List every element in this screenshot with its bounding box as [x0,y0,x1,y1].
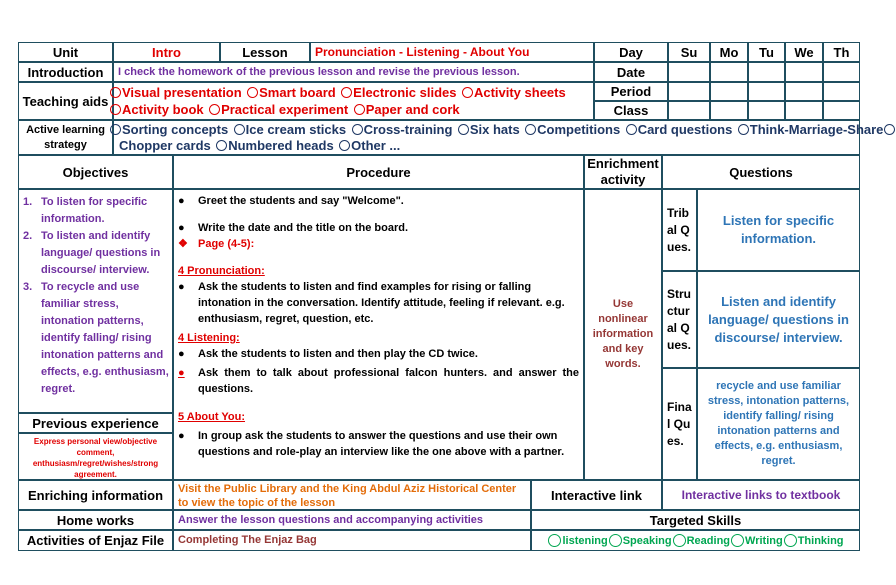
day-su: Su [668,42,710,62]
listening-heading: 4 Listening: [178,332,240,344]
objective-number: 2. [23,230,33,242]
lesson-title-text: Pronunciation - Listening - About You [315,45,530,59]
question-label-text: Tribal Ques. [667,205,692,254]
objective-number: 3. [23,281,33,293]
strategy-sorting-concepts: Sorting concepts [122,122,229,137]
aid-activity-sheets: Activity sheets [473,85,566,100]
enriching-info-text [173,480,531,510]
day-label: Day [594,42,668,62]
checkbox-icon[interactable] [626,124,637,135]
home-works-label: Home works [18,510,173,530]
checkbox-icon[interactable] [462,87,473,98]
questions-header: Questions [662,155,860,189]
question-text-final [697,368,860,480]
objectives-list [23,194,170,398]
checkbox-icon[interactable] [110,104,121,115]
active-learning-label-line-2: strategy [44,139,87,151]
bullet-icon: ● [178,367,185,379]
enrichment-header-line-1: Enrichment [587,156,659,171]
checkbox-icon[interactable] [731,534,744,547]
bullet-icon: ● [178,348,185,360]
checkbox-icon[interactable] [784,534,797,547]
objective-text: To listen for specific information. [41,196,148,225]
enrichment-text: Use nonlinear information and key words. [592,298,654,370]
enrichment-header [584,155,662,189]
date-cell-mo [710,62,748,82]
enrichment-header-line-2: activity [600,172,646,187]
checkbox-icon[interactable] [209,104,220,115]
objective-item [23,228,170,279]
period-cell-su [668,82,710,101]
checkbox-icon[interactable] [339,140,350,151]
enrichment-cell [584,189,662,480]
enriching-info-label: Enriching information [18,480,173,510]
bullet-icon: ● [178,222,185,234]
day-we: We [785,42,823,62]
introduction-label: Introduction [18,62,113,82]
strategy-cross-training: Cross-training [363,122,453,137]
active-learning-list [113,120,884,155]
procedure-about-you: In group ask the students to answer the questions and use their own questions and role-play an interview like the one above with a partner. [198,430,565,458]
checkbox-icon[interactable] [110,87,121,98]
procedure-step [178,365,579,397]
skill-reading: Reading [686,534,731,547]
checkbox-icon[interactable] [673,534,686,547]
strategy-card-questions: Card questions [637,122,733,137]
question-label-text: Final Ques. [667,399,692,448]
unit-label: Unit [18,42,113,62]
procedure-step [178,279,579,327]
aid-paper-and-cork: Paper and cork [365,102,460,117]
enjaz-text [173,530,531,551]
checkbox-icon[interactable] [609,534,622,547]
active-learning-label [18,120,113,155]
strategy-six-hats: Six hats [469,122,520,137]
checkbox-icon[interactable] [352,124,363,135]
checkbox-icon[interactable] [234,124,245,135]
interactive-link-label: Interactive link [531,480,662,510]
question-text-value: Listen and identify language/ questions in discourse/ interview. [708,293,849,345]
skill-writing: Writing [745,534,783,547]
procedure-date: Write the date and the title on the board. [198,222,409,234]
aid-electronic-slides: Electronic slides [353,85,457,100]
date-cell-su [668,62,710,82]
date-cell-th [823,62,860,82]
teaching-aids-list [113,82,594,120]
strategy-numbered-heads: Numbered heads [228,138,334,153]
question-text-value: recycle and use familiar stress, intonation patterns, identify falling/ rising intonation patterns and effects, e.g. enthusiasm, regret. [707,380,850,467]
objective-item [23,279,170,398]
class-label: Class [594,101,668,120]
checkbox-icon[interactable] [354,104,365,115]
procedure-greet: Greet the students and say "Welcome". [198,195,404,207]
strategy-other: Other ... [351,138,401,153]
date-cell-tu [748,62,785,82]
teaching-aids-row-1 [114,84,593,101]
home-works-text [173,510,531,530]
checkbox-icon[interactable] [341,87,352,98]
class-cell-tu [748,101,785,120]
question-text-tribal [697,189,860,271]
objectives-header: Objectives [18,155,173,189]
class-cell-mo [710,101,748,120]
active-learning-row-1 [114,122,884,138]
lesson-label: Lesson [220,42,310,62]
targeted-skills-list [531,530,860,551]
teaching-aids-label: Teaching aids [18,82,113,120]
class-cell-we [785,101,823,120]
strategy-competitions: Competitions [537,122,621,137]
period-cell-mo [710,82,748,101]
checkbox-icon[interactable] [884,124,895,135]
procedure-header: Procedure [173,155,584,189]
checkbox-icon[interactable] [458,124,469,135]
skill-speaking: Speaking [622,534,672,547]
checkbox-icon[interactable] [548,534,561,547]
procedure-step [178,220,579,236]
aid-smart-board: Smart board [259,85,336,100]
checkbox-icon[interactable] [110,124,121,135]
unit-value: Intro [113,42,220,62]
procedure-page: Page (4-5): [198,238,255,250]
procedure-cell [173,189,584,480]
bullet-icon: ● [178,195,185,207]
home-works-value: Answer the lesson questions and accompanying activities [178,514,484,526]
interactive-link[interactable] [662,480,860,510]
question-label-text: Structural Ques. [667,286,692,352]
previous-experience-value: Express personal view/objective comment, enthusiasm/regret/wishes/strong agreement. [32,437,159,479]
targeted-skills-label: Targeted Skills [531,510,860,530]
skill-listening: listening [562,534,608,547]
active-learning-label-line-1: Active learning [26,124,105,136]
pronunciation-heading: 4 Pronunciation: [178,265,265,277]
question-text-value: Listen for specific information. [722,213,835,246]
objective-item [23,194,170,228]
procedure-listening-2: Ask them to talk about professional falcon hunters. and answer the questions. [198,367,579,395]
procedure-step [178,236,579,252]
procedure-step [178,193,579,209]
lesson-title [310,42,594,62]
question-text-structural [697,271,860,368]
date-cell-we [785,62,823,82]
checkbox-icon[interactable] [247,87,258,98]
question-label-tribal [662,189,697,271]
aid-activity-book: Activity book [122,102,204,117]
procedure-listening-1: Ask the students to listen and then play the CD twice. [198,348,478,360]
skill-thinking: Thinking [797,534,844,547]
strategy-ice-cream-sticks: Ice cream sticks [245,122,347,137]
interactive-link-text[interactable]: Interactive links to textbook [681,488,841,502]
checkbox-icon[interactable] [216,140,227,151]
day-tu: Tu [748,42,785,62]
procedure-step [178,428,579,460]
date-label: Date [594,62,668,82]
question-label-final [662,368,697,480]
bullet-icon: ● [178,430,185,442]
day-mo: Mo [710,42,748,62]
teaching-aids-row-2 [114,101,593,118]
objectives-cell [18,189,173,413]
diamond-bullet-icon: ❖ [178,238,188,250]
objective-number: 1. [23,196,33,208]
enjaz-value: Completing The Enjaz Bag [178,534,317,546]
period-label: Period [594,82,668,101]
checkbox-icon[interactable] [525,124,536,135]
checkbox-icon[interactable] [738,124,749,135]
aid-visual-presentation: Visual presentation [122,85,242,100]
period-cell-th [823,82,860,101]
introduction-text-value: I check the homework of the previous lesson and revise the previous lesson. [118,66,520,78]
enjaz-label: Activities of Enjaz File [18,530,173,551]
period-cell-tu [748,82,785,101]
active-learning-row-2 [114,138,859,154]
period-cell-we [785,82,823,101]
about-you-heading: 5 About You: [178,411,246,423]
objective-text: To listen and identify language/ questions in discourse/ interview. [41,230,161,276]
question-label-structural [662,271,697,368]
strategy-chopper-cards: Chopper cards [119,138,211,153]
day-th: Th [823,42,860,62]
previous-experience-label: Previous experience [18,413,173,433]
procedure-step [178,346,579,362]
procedure-pronunciation: Ask the students to listen and find examples for rising or falling intonation in the conversation. Identify attitude, feeling if relevant. e.g. enthusiasm, regret, question, etc. [198,281,565,325]
bullet-icon: ● [178,281,185,293]
aid-practical-experiment: Practical experiment [221,102,349,117]
class-cell-su [668,101,710,120]
enriching-info-value: Visit the Public Library and the King Abdul Aziz Historical Center to view the topic of the lesson [178,483,517,509]
previous-experience-text [18,433,173,480]
class-cell-th [823,101,860,120]
introduction-text [113,62,594,82]
strategy-think-marriage-share: Think-Marriage-Share [749,122,884,137]
objective-text: To recycle and use familiar stress, intonation patterns, identify falling/ rising intonation patterns and effects, e.g. enthusiasm, regret. [41,281,169,395]
